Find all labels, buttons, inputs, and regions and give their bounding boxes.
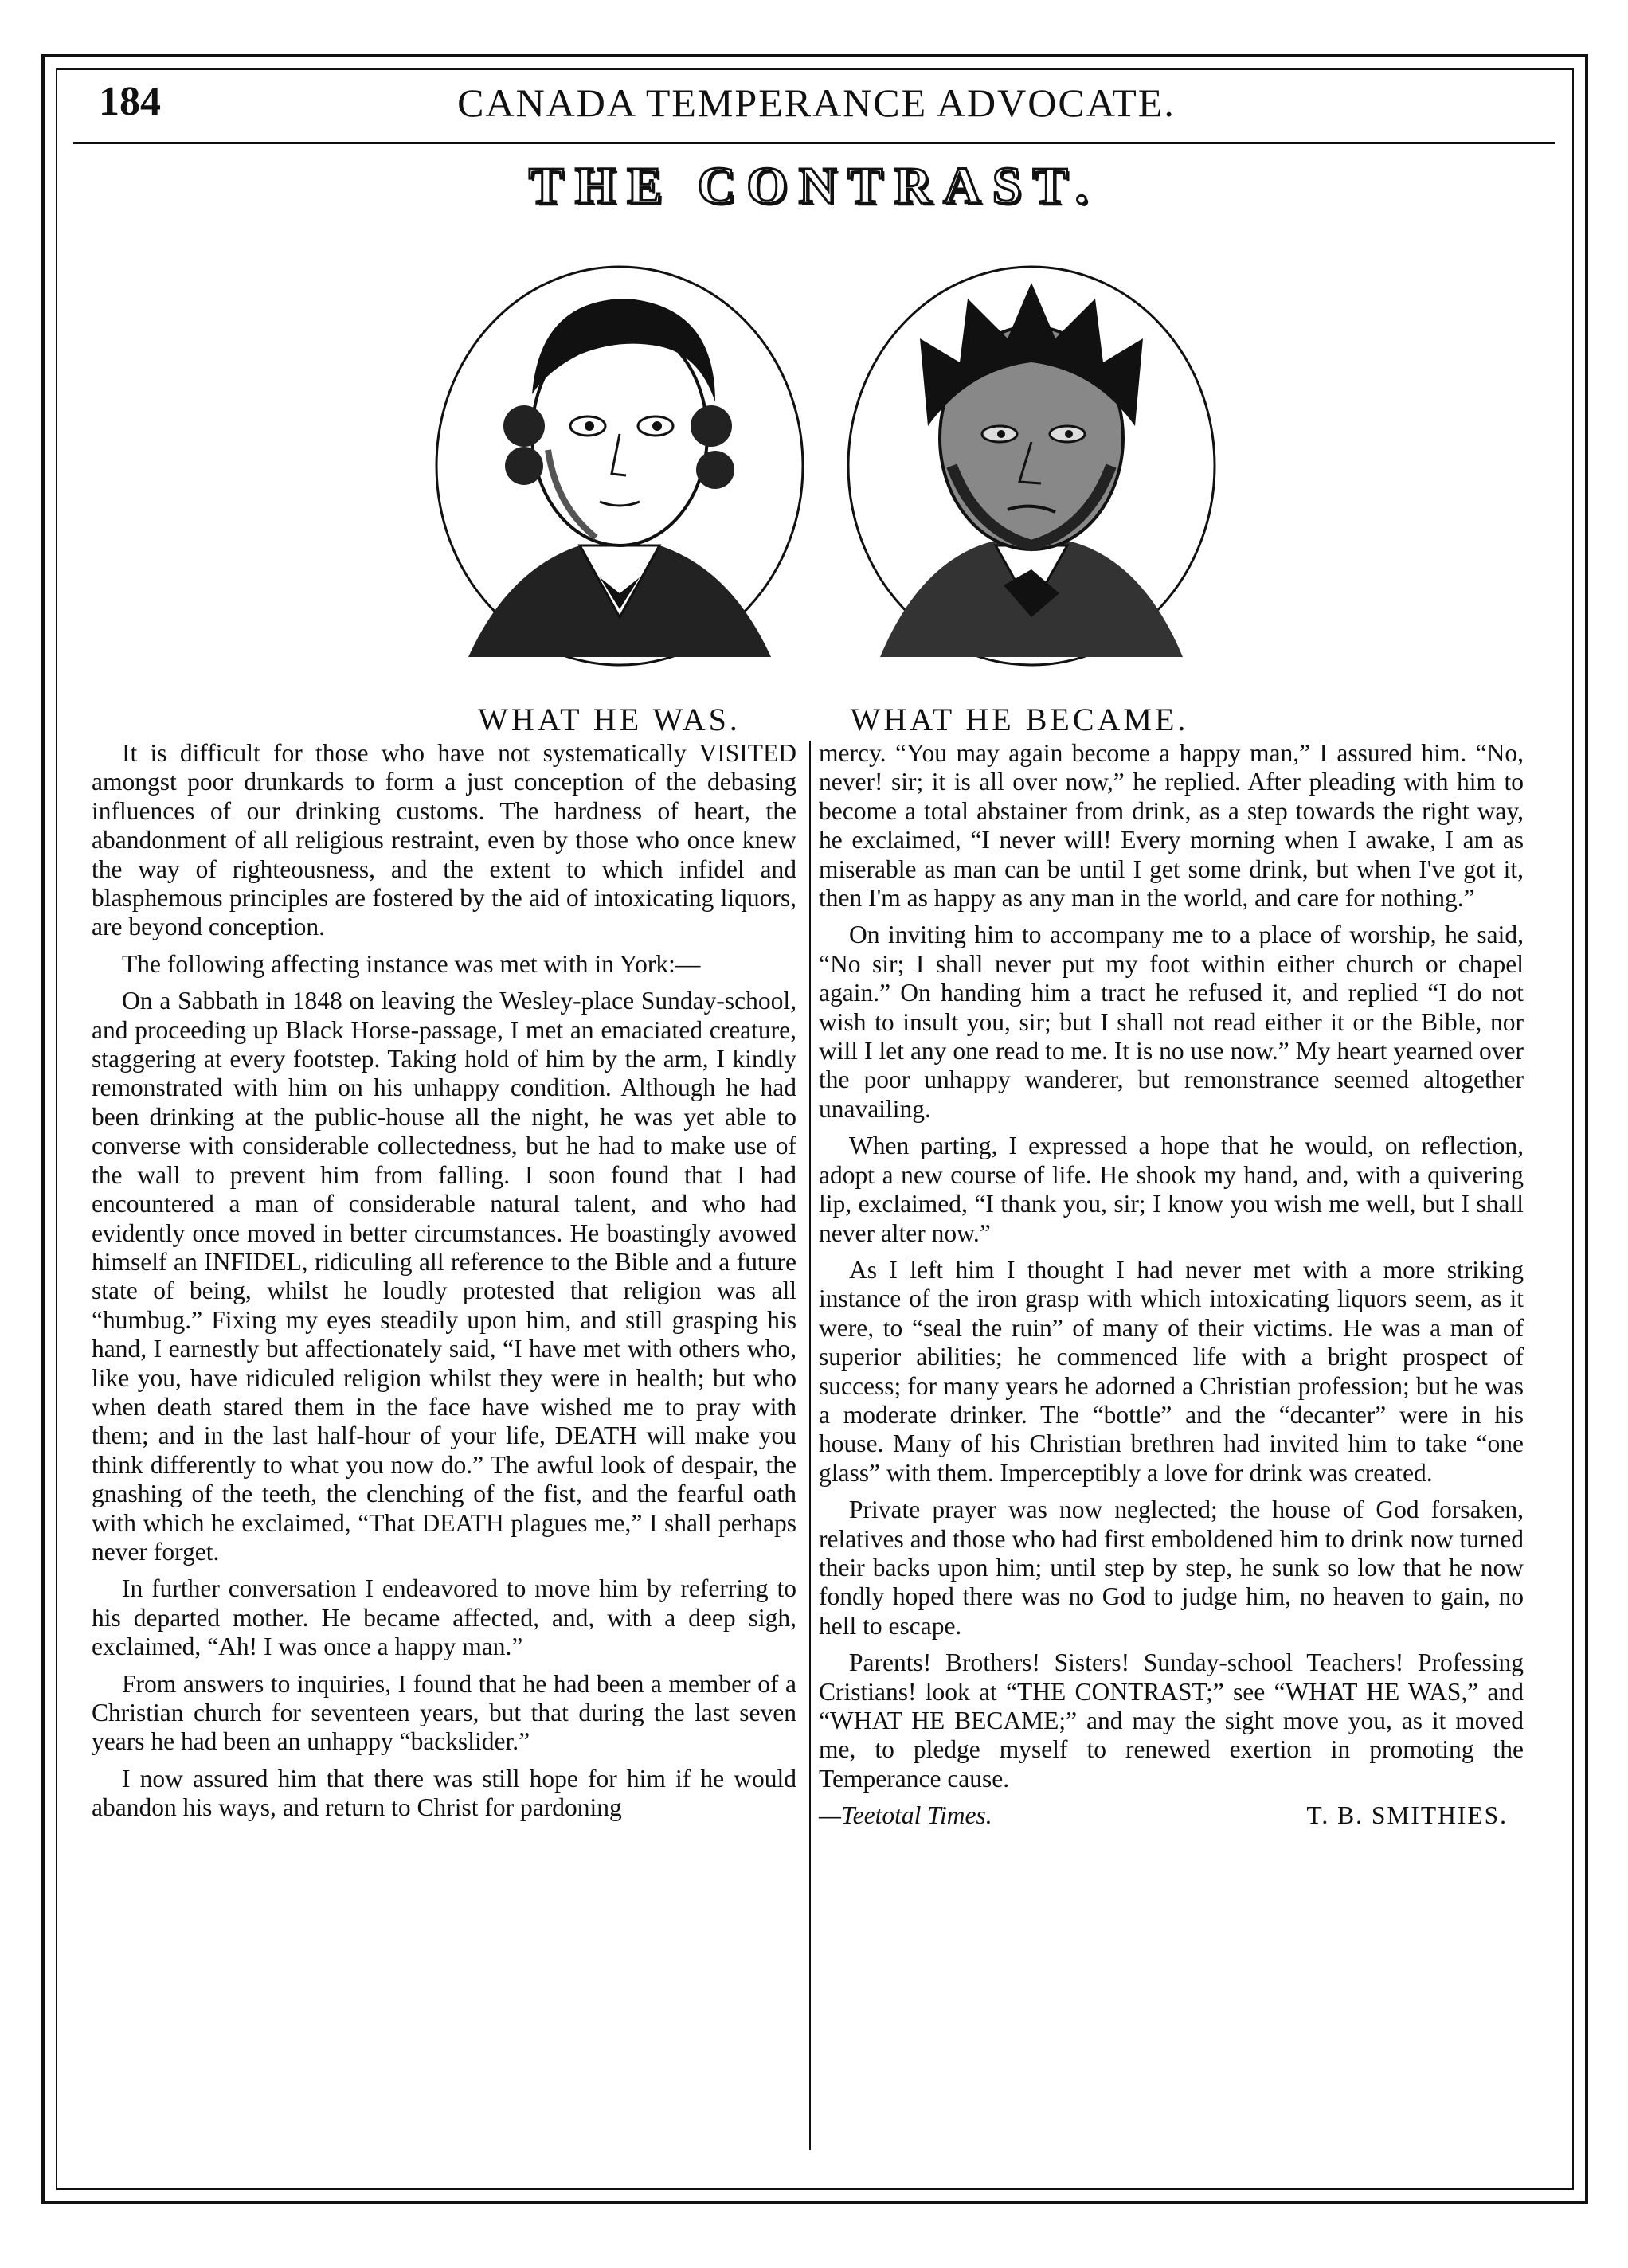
paragraph: mercy. “You may again become a happy man,” I assured him. “No, never! sir; it is all over now,” he replied. After pleading with him to become a total abstainer from drink, as a step towards the right way, he exclaimed, “I never will! Every morning when I awake, I am as miserable as man can be until I get some drink, but when I've got it, then I'm as happy as any man in the world, and care for nothing.” — [819, 739, 1524, 913]
running-title: CANADA TEMPERANCE ADVOCATE. — [457, 80, 1176, 125]
portrait-after — [832, 243, 1231, 673]
header-rule — [73, 142, 1555, 144]
signature-line — [819, 1801, 1524, 1830]
paragraph: Private prayer was now neglected; the house of God forsaken, relatives and those who had first emboldened him to drink now turned their backs upon him; until step by step, he sunk so low that he now fondly hoped there was no God to judge him, no heaven to gain, no hell to escape. — [819, 1496, 1524, 1640]
column-divider — [809, 741, 811, 2150]
caption-what-he-was: WHAT HE WAS. — [478, 702, 741, 737]
paragraph: On a Sabbath in 1848 on leaving the Wesley-place Sunday-school, and proceeding up Black Horse-passage, I met an emaciated creature, staggering at every footstep. Taking hold of him by the arm, I kindly remonstrated with him on his unhappy condition. Although he had been drinking at the public-house all the night, he was yet able to converse with considerable collectedness, but he had to make use of the wall to prevent him from falling. I soon found that I had encountered a man of considerable natural talent, and who had evidently once moved in better circumstances. He boastingly avowed himself an INFIDEL, ridiculing all reference to the Bible and a future state of being, whilst he loudly protested that religion was all “humbug.” Fixing my eyes steadily upon him, and still grasping his hand, I earnestly but affectionately said, “I have met with others who, like you, have ridiculed religion whilst they were in health; but who when death stared them in the face have wished me to pray with them; and in the last half-hour of your life, DEATH will make you think differently to what you now do.” The awful look of despair, the gnashing of the teeth, the clenching of the fist, and the fearful oath with which he exclaimed, “That DEATH plagues me,” I shall perhaps never forget. — [92, 987, 796, 1566]
page-number: 184 — [99, 79, 161, 124]
paragraph: When parting, I expressed a hope that he would, on reflection, adopt a new course of life. He shook my hand, and, with a quivering lip, exclaimed, “I thank you, sir; I know you wish me well, but I shall never alter now.” — [819, 1132, 1524, 1247]
page-header — [96, 73, 1537, 145]
caption-what-he-became: WHAT HE BECAME. — [850, 702, 1189, 737]
article-column-right — [819, 739, 1524, 1831]
portrait-before — [421, 243, 819, 673]
paragraph: I now assured him that there was still hope for him if he would abandon his ways, and return to Christ for pardoning — [92, 1764, 796, 1822]
paragraph: The following affecting instance was met with in York:— — [122, 949, 701, 978]
author-name: T. B. SMITHIES. — [1306, 1801, 1508, 1830]
paragraph: Parents! Brothers! Sisters! Sunday-school Teachers! Professing Cristians! look at “THE CONTRAST;” see “WHAT HE WAS,” and “WHAT HE BECAME;” and may the sight move you, as it moved me, to pledge myself to renewed exertion in promoting the Temperance cause. — [819, 1648, 1524, 1793]
paragraph: On inviting him to accompany me to a place of worship, he said, “No sir; I shall never put my foot within either church or chapel again.” On handing him a tract he refused it, and replied “I do not wish to insult you, sir; but I shall not read either it or the Bible, nor will I let any one read to me. It is no use now.” My heart yearned over the poor unhappy wanderer, but remonstrance seemed altogether unavailing. — [819, 921, 1524, 1123]
paragraph: In further conversation I endeavored to move him by referring to his departed mother. He became affected, and, with a deep sigh, exclaimed, “Ah! I was once a happy man.” — [92, 1574, 796, 1661]
paragraph: It is difficult for those who have not systematically VISITED amongst poor drunkards to form a just conception of the debasing influences of our drinking customs. The hardness of heart, the abandonment of all religious restraint, even by those who once knew the way of righteousness, and the extent to which infidel and blasphemous principles are fostered by the aid of intoxicating liquors, are beyond conception. — [92, 739, 796, 941]
article-title: THE CONTRAST. — [528, 157, 1100, 215]
paragraph: From answers to inquiries, I found that he had been a member of a Christian church for seventeen years, but that during the last seven years he had been an unhappy “backslider.” — [92, 1669, 796, 1756]
source-credit: —Teetotal Times. — [819, 1801, 992, 1830]
paragraph: As I left him I thought I had never met with a more striking instance of the iron grasp with which intoxicating liquors seem, as it were, to “seal the ruin” of many of their victims. He was a man of superior abilities; he commenced life with a bright prospect of success; for many years he adorned a Christian profession; but he was a moderate drinker. The “bottle” and the “decanter” were in his house. Many of his Christian brethren had invited him to take “one glass” with them. Imperceptibly a love for drink was created. — [819, 1255, 1524, 1487]
article-column-left — [92, 739, 796, 1831]
